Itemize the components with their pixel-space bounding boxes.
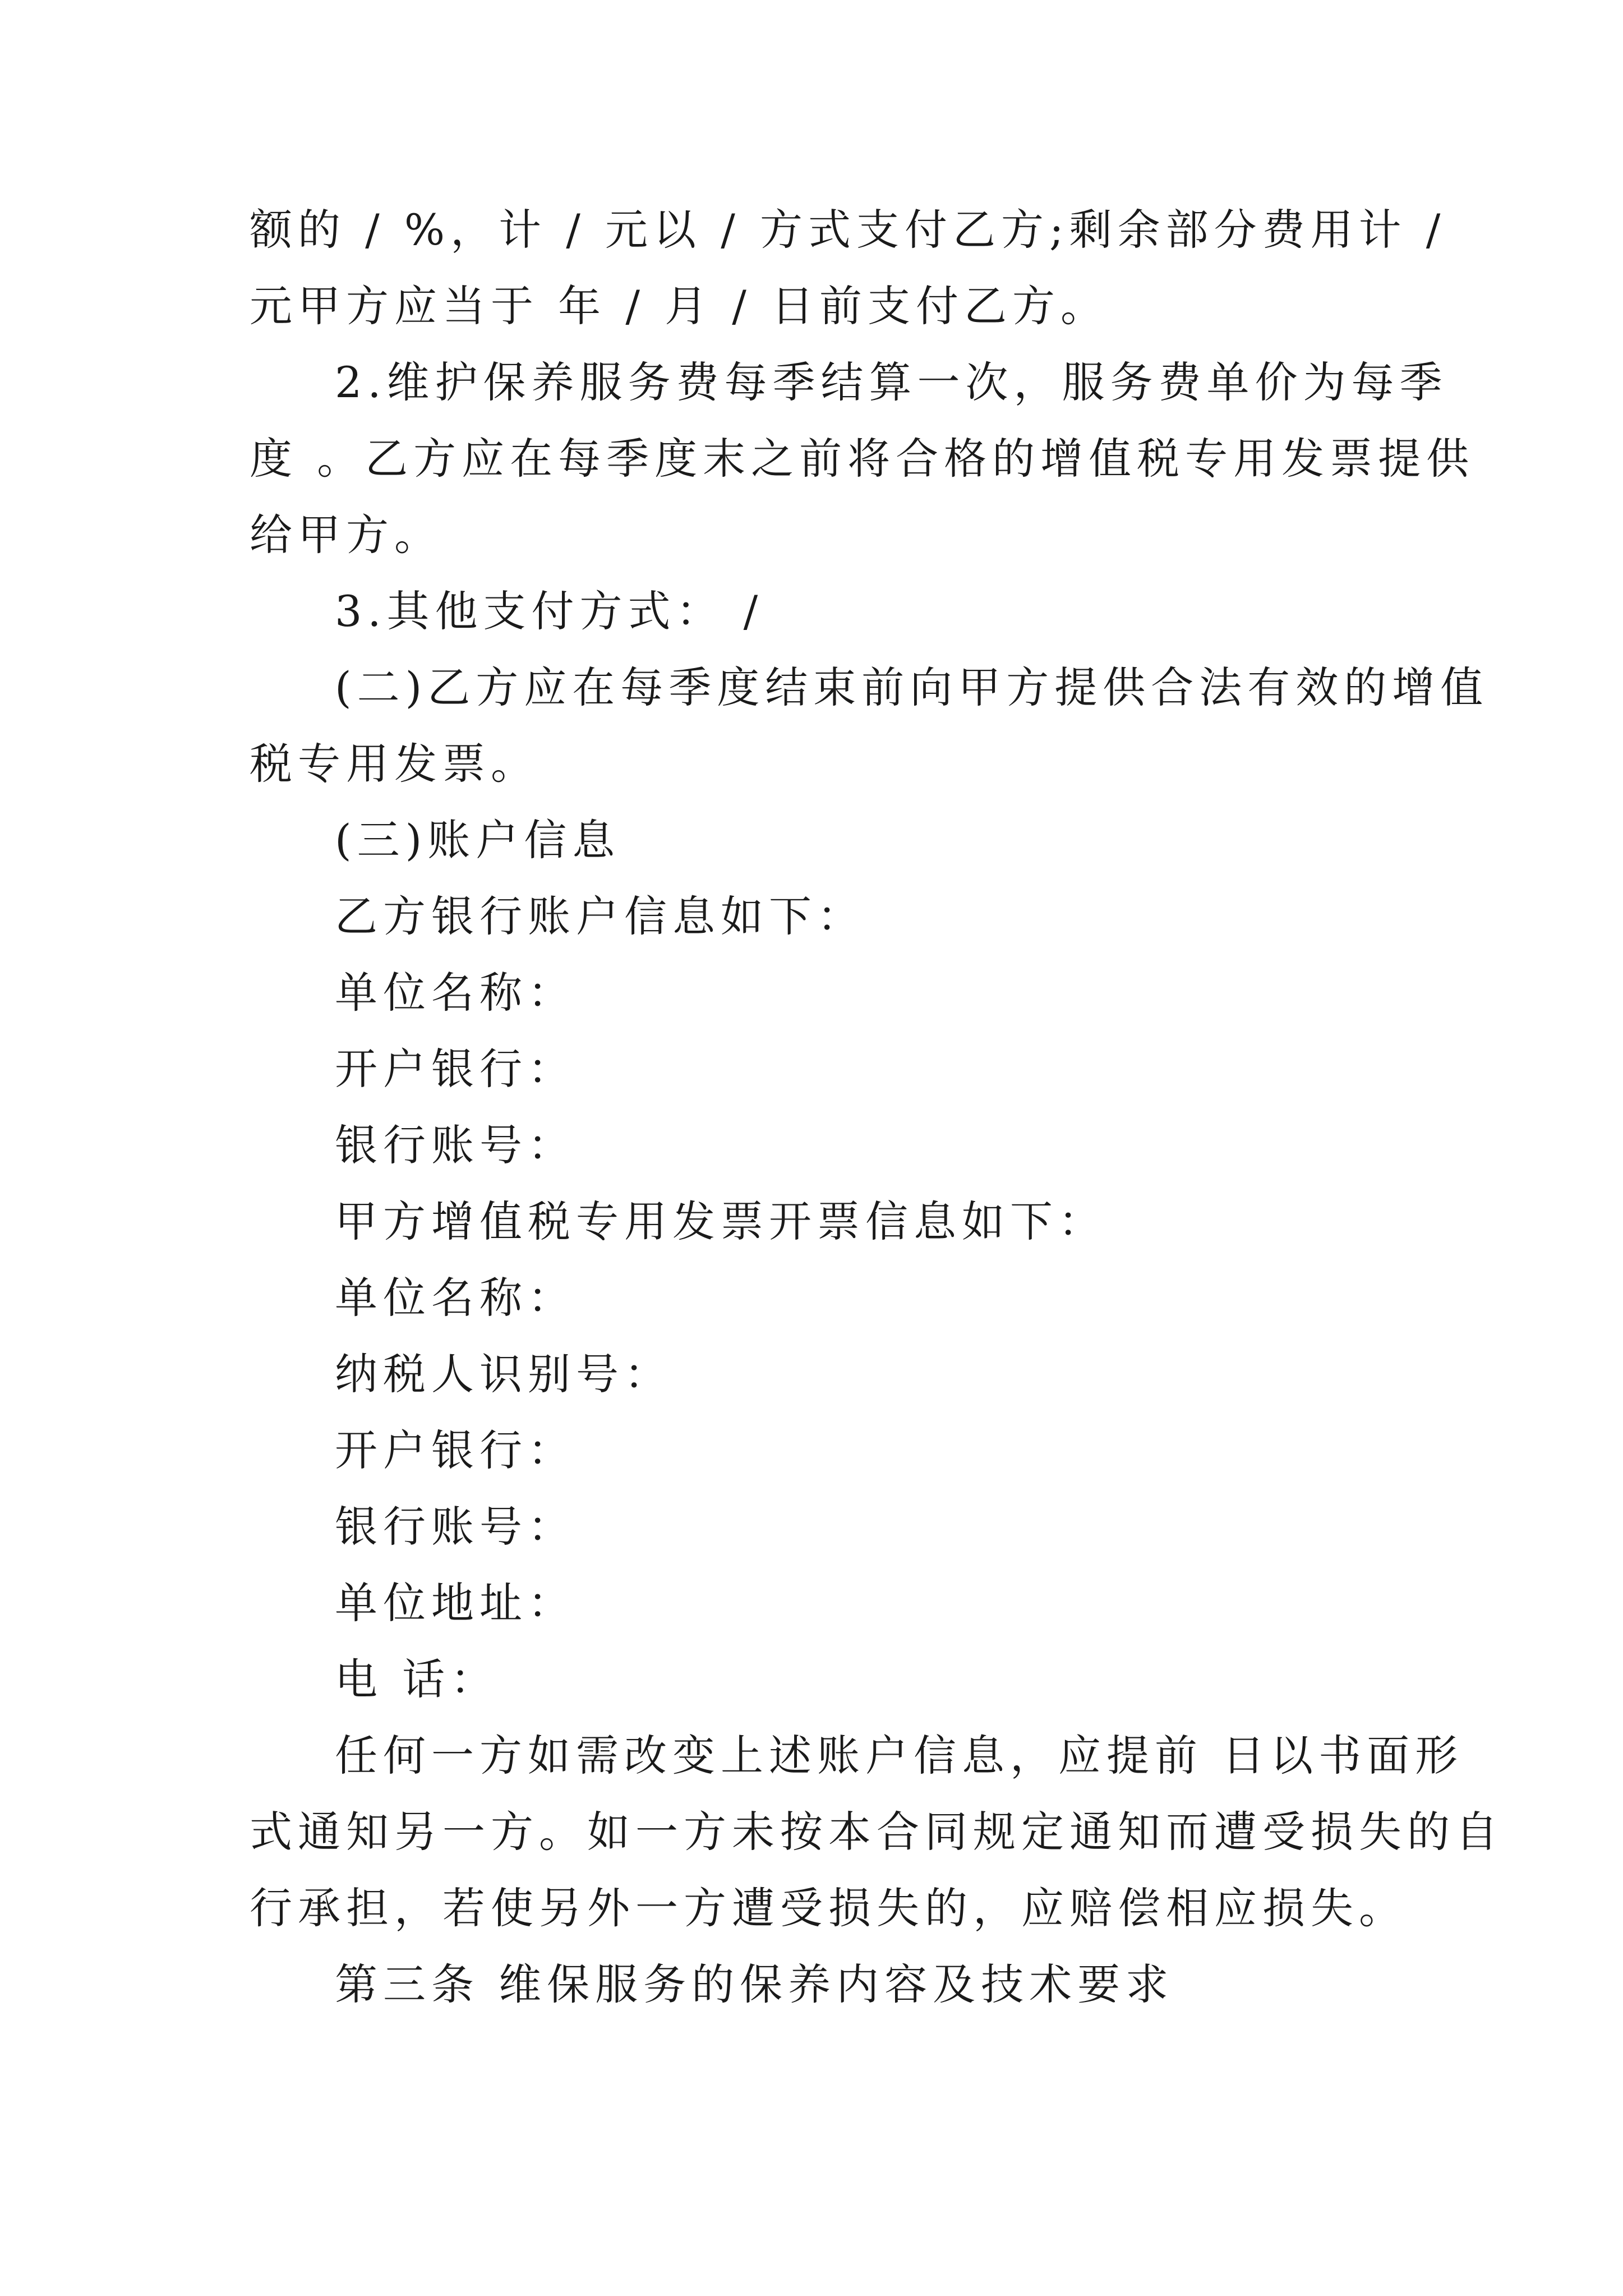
text-line: 元甲方应当于 年 / 月 / 日前支付乙方。 [250, 281, 1109, 331]
text-line: 单位名称： [335, 968, 576, 1018]
text-line: 2.维护保养服务费每季结算一次，服务费单价为每季 [335, 357, 1448, 407]
text-line: 纳税人识别号： [335, 1349, 672, 1399]
text-line: 银行账号： [335, 1120, 576, 1170]
text-line: 3.其他支付方式： / [335, 586, 764, 636]
text-line: 给甲方。 [250, 510, 442, 560]
text-line: 行承担，若使另外一方遭受损失的，应赔偿相应损失。 [250, 1883, 1407, 1933]
text-line: 度 。乙方应在每季度末之前将合格的增值税专用发票提供 [250, 434, 1475, 484]
text-line: 额的 / %，计 / 元以 / 方式支付乙方;剩余部分费用计 / [250, 205, 1446, 255]
text-line: 乙方银行账户信息如下： [335, 891, 865, 941]
text-line: 开户银行： [335, 1044, 576, 1094]
text-line: 式通知另一方。如一方未按本合同规定通知而遭受损失的自 [250, 1807, 1504, 1857]
text-line: (三)账户信息 [335, 815, 621, 865]
text-line: 电 话： [335, 1654, 499, 1704]
text-line: 银行账号： [335, 1502, 576, 1552]
text-line: 甲方增值税专用发票开票信息如下： [335, 1197, 1106, 1246]
text-line: 单位地址： [335, 1578, 576, 1628]
text-line: 单位名称： [335, 1273, 576, 1323]
text-line: 任何一方如需改变上述账户信息，应提前 日以书面形 [335, 1731, 1464, 1780]
text-line: (二)乙方应在每季度结束前向甲方提供合法有效的增值 [335, 662, 1489, 712]
text-line: 第三条 维保服务的保养内容及技术要求 [335, 1959, 1174, 2009]
text-line: 税专用发票。 [250, 739, 539, 789]
text-line: 开户银行： [335, 1425, 576, 1475]
